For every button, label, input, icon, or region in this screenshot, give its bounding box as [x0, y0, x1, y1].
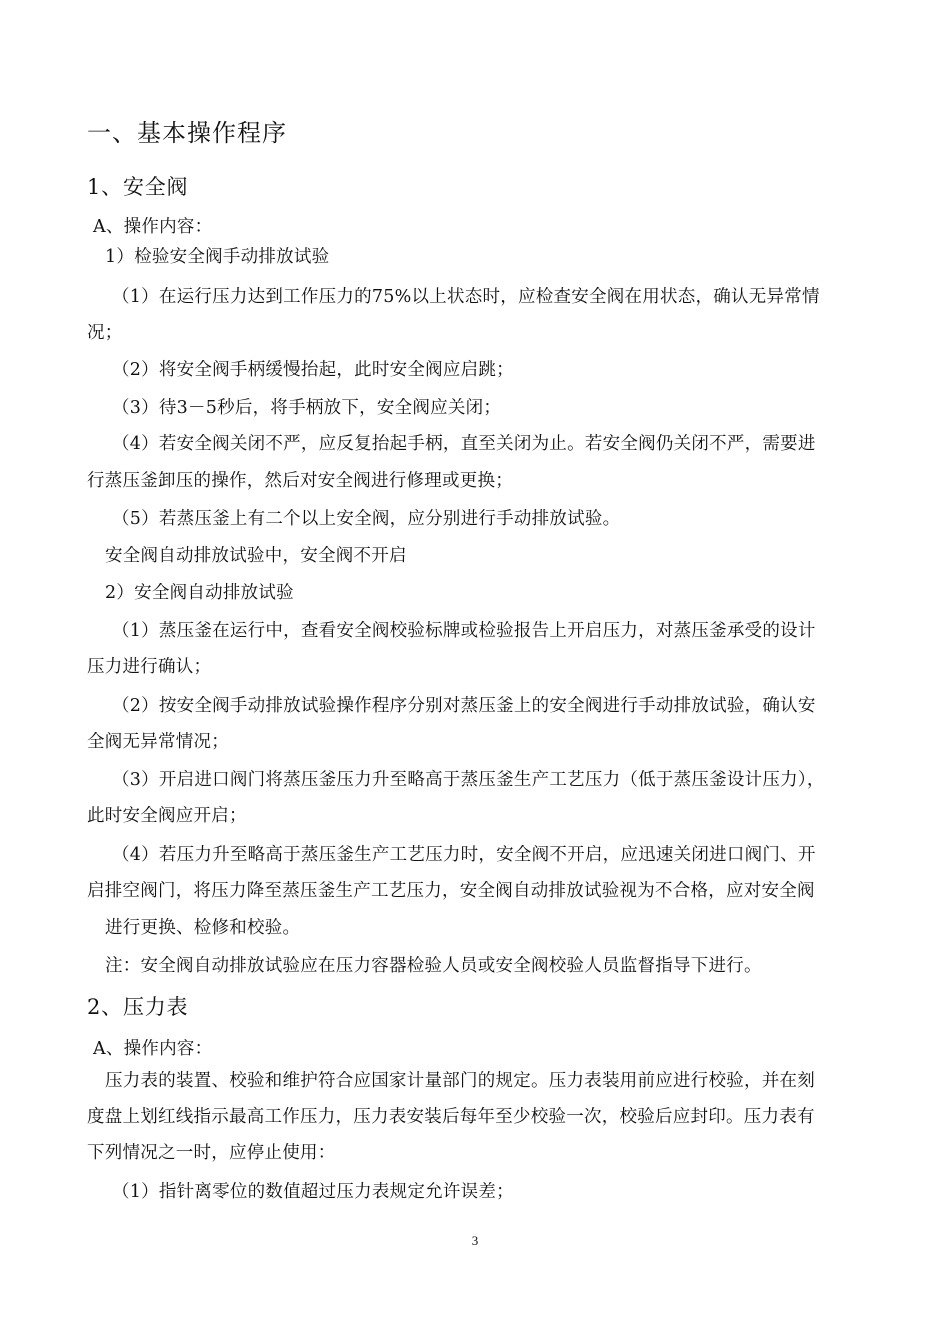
list-item-text: （2）按安全阀手动排放试验操作程序分别对蒸压釜上的安全阀进行手动排放试验，确认安	[112, 696, 816, 716]
list-item-text: （4）若安全阀关闭不严，应反复抬起手柄，直至关闭为止。若安全阀仍关闭不严，需要进	[112, 434, 816, 454]
paragraph-line: 压力表的装置、校验和维护符合应国家计量部门的规定。压力表装用前应进行校验，并在刻	[105, 1071, 815, 1091]
subheading-operation-content: A、操作内容：	[93, 217, 213, 237]
list-item-text: （3）开启进口阀门将蒸压釜压力升至略高于蒸压釜生产工艺压力（低于蒸压釜设计压力），	[112, 770, 825, 790]
list-item-text-continued: 此时安全阀应开启；	[87, 806, 247, 826]
list-item-text: （1）指针离零位的数值超过压力表规定允许误差；	[112, 1182, 514, 1202]
list-item-text-continued: 压力进行确认；	[87, 657, 212, 677]
page-number: 3	[471, 1233, 479, 1248]
list-item-text-continued: 全阀无异常情况；	[87, 732, 229, 752]
section-title-pressure-gauge: 2、压力表	[87, 995, 189, 1019]
subheading-manual-test: 1）检验安全阀手动排放试验	[105, 247, 330, 267]
list-item-text: （1）在运行压力达到工作压力的75%以上状态时，应检查安全阀在用状态，确认无异常情	[112, 287, 820, 307]
list-item-text: （4）若压力升至略高于蒸压釜生产工艺压力时，安全阀不开启，应迅速关闭进口阀门、开	[112, 845, 816, 865]
list-item-text: （2）将安全阀手柄缓慢抬起，此时安全阀应启跳；	[112, 360, 514, 380]
list-item-text-continued: 进行更换、检修和校验。	[105, 918, 301, 938]
paragraph-line: 下列情况之一时，应停止使用：	[87, 1143, 336, 1163]
list-item-text-continued: 况；	[87, 323, 123, 343]
list-item-text: （1）蒸压釜在运行中，查看安全阀校验标牌或检验报告上开启压力，对蒸压釜承受的设计	[112, 621, 816, 641]
list-item-text-continued: 启排空阀门，将压力降至蒸压釜生产工艺压力，安全阀自动排放试验视为不合格，应对安全阀	[87, 881, 815, 901]
subheading-operation-content: A、操作内容：	[93, 1039, 213, 1059]
paragraph-line: 度盘上划红线指示最高工作压力，压力表安装后每年至少校验一次，校验后应封印。压力表有	[87, 1107, 815, 1127]
section-title-safety-valve: 1、安全阀	[87, 175, 189, 199]
list-item-text-continued: 行蒸压釜卸压的操作，然后对安全阀进行修理或更换；	[87, 471, 513, 491]
main-heading: 一、基本操作程序	[87, 119, 287, 147]
list-item-text: （5）若蒸压釜上有二个以上安全阀，应分别进行手动排放试验。	[112, 509, 621, 529]
list-item-text: （3）待3－5秒后，将手柄放下，安全阀应关闭；	[112, 398, 502, 418]
remark-line: 注：安全阀自动排放试验应在压力容器检验人员或安全阀校验人员监督指导下进行。	[105, 956, 762, 976]
subheading-auto-test: 2）安全阀自动排放试验	[105, 583, 294, 603]
note-line: 安全阀自动排放试验中，安全阀不开启	[105, 546, 407, 566]
